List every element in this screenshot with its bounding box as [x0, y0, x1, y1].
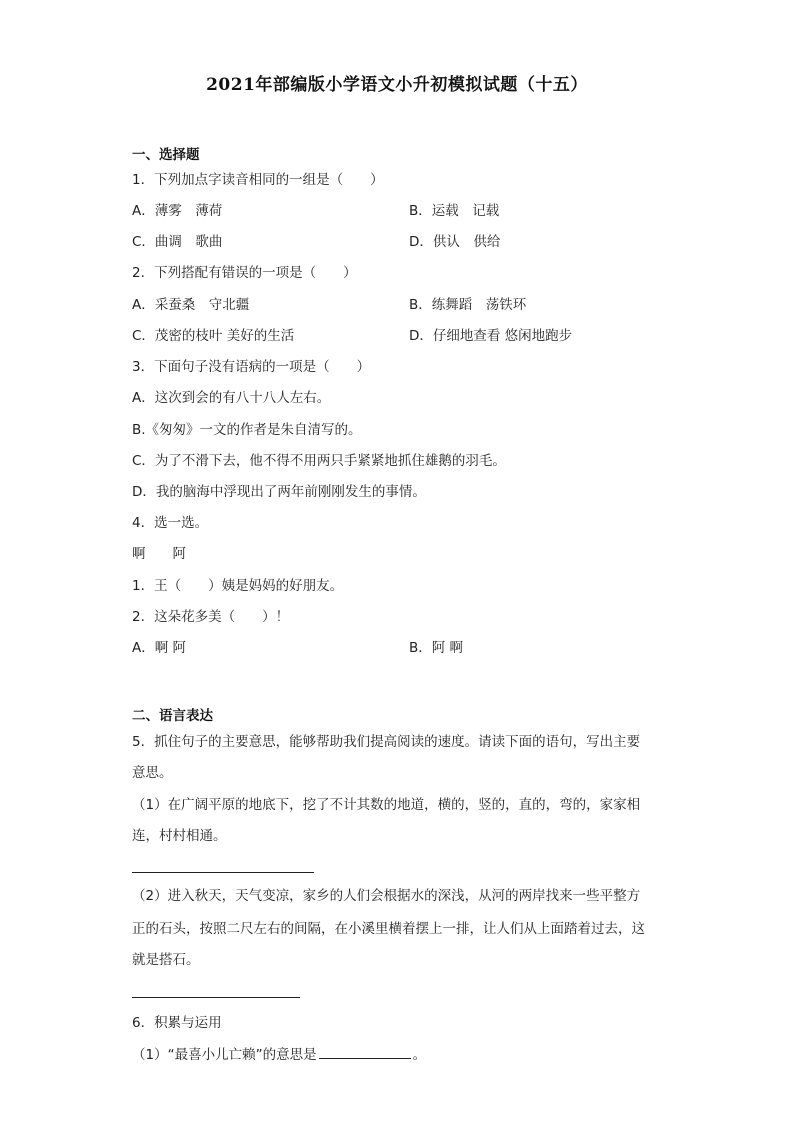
question-2-option-c: C．茂密的枝叶 美好的生活: [132, 328, 295, 344]
question-1-option-b: B．运载 记载: [409, 203, 500, 219]
question-2-option-d: D．仔细地查看 悠闲地跑步: [409, 328, 573, 344]
question-1-option-d: D．供认 供给: [409, 234, 501, 250]
question-5-stem-line-2: 意思。: [132, 765, 173, 781]
question-4-option-a: A．啊 阿: [132, 640, 187, 656]
question-1-option-a: A．薄雾 薄荷: [132, 203, 223, 219]
question-3-option-d: D．我的脑海中浮现出了两年前刚刚发生的事情。: [132, 484, 426, 500]
answer-line-5-1[interactable]: [132, 872, 314, 873]
question-3-stem: 3．下面句子没有语病的一项是（ ）: [132, 359, 371, 375]
question-4-sentence-2: 2．这朵花多美（ ）！: [132, 609, 290, 625]
question-4-words: 啊 阿: [132, 546, 186, 562]
question-4-option-b: B．阿 啊: [409, 640, 464, 656]
question-4-stem: 4．选一选。: [132, 515, 209, 531]
question-6-part-1-end: 。: [412, 1047, 427, 1063]
section-heading-choice: 一、选择题: [132, 147, 200, 163]
question-2-stem: 2．下列搭配有错误的一项是（ ）: [132, 265, 357, 281]
question-3-option-a: A．这次到会的有八十八人左右。: [132, 390, 331, 406]
question-6-part-1: [132, 1044, 426, 1065]
question-5-stem-line-1: 5．抓住句子的主要意思，能够帮助我们提高阅读的速度。请读下面的语句，写出主要: [132, 734, 641, 750]
answer-blank-6-1[interactable]: [319, 1044, 411, 1059]
question-3-option-b: B.《匆匆》一文的作者是朱自清写的。: [132, 422, 362, 438]
question-5-part-1-line-2: 连，村村相通。: [132, 828, 227, 844]
question-1-option-c: C．曲调 歌曲: [132, 234, 223, 250]
section-heading-expression: 二、语言表达: [132, 708, 213, 724]
question-5-part-2-line-2: 正的石头，按照二尺左右的间隔，在小溪里横着摆上一排，让人们从上面踏着过去，这: [132, 921, 645, 937]
question-5-part-2-line-1: （2）进入秋天，天气变凉，家乡的人们会根据水的深浅，从河的两岸找来一些平整方: [132, 888, 641, 904]
question-3-option-c: C．为了不滑下去，他不得不用两只手紧紧地抓住雄鹅的羽毛。: [132, 453, 506, 469]
answer-line-5-2[interactable]: [132, 997, 300, 998]
question-2-option-a: A．采蚕桑 守北疆: [132, 297, 250, 313]
question-1-stem: 1．下列加点字读音相同的一组是（ ）: [132, 172, 384, 188]
question-6-stem: 6．积累与运用: [132, 1015, 222, 1031]
question-4-sentence-1: 1．王（ ）姨是妈妈的好朋友。: [132, 578, 344, 594]
question-5-part-1-line-1: （1）在广阔平原的地底下，挖了不计其数的地道，横的，竖的，直的，弯的，家家相: [132, 797, 641, 813]
document-title: 2021年部编版小学语文小升初模拟试题（十五）: [206, 75, 588, 95]
question-2-option-b: B．练舞蹈 荡铁环: [409, 297, 527, 313]
question-6-part-1-text: （1）“最喜小儿亡赖”的意思是: [132, 1047, 317, 1063]
question-5-part-2-line-3: 就是搭石。: [132, 952, 200, 968]
